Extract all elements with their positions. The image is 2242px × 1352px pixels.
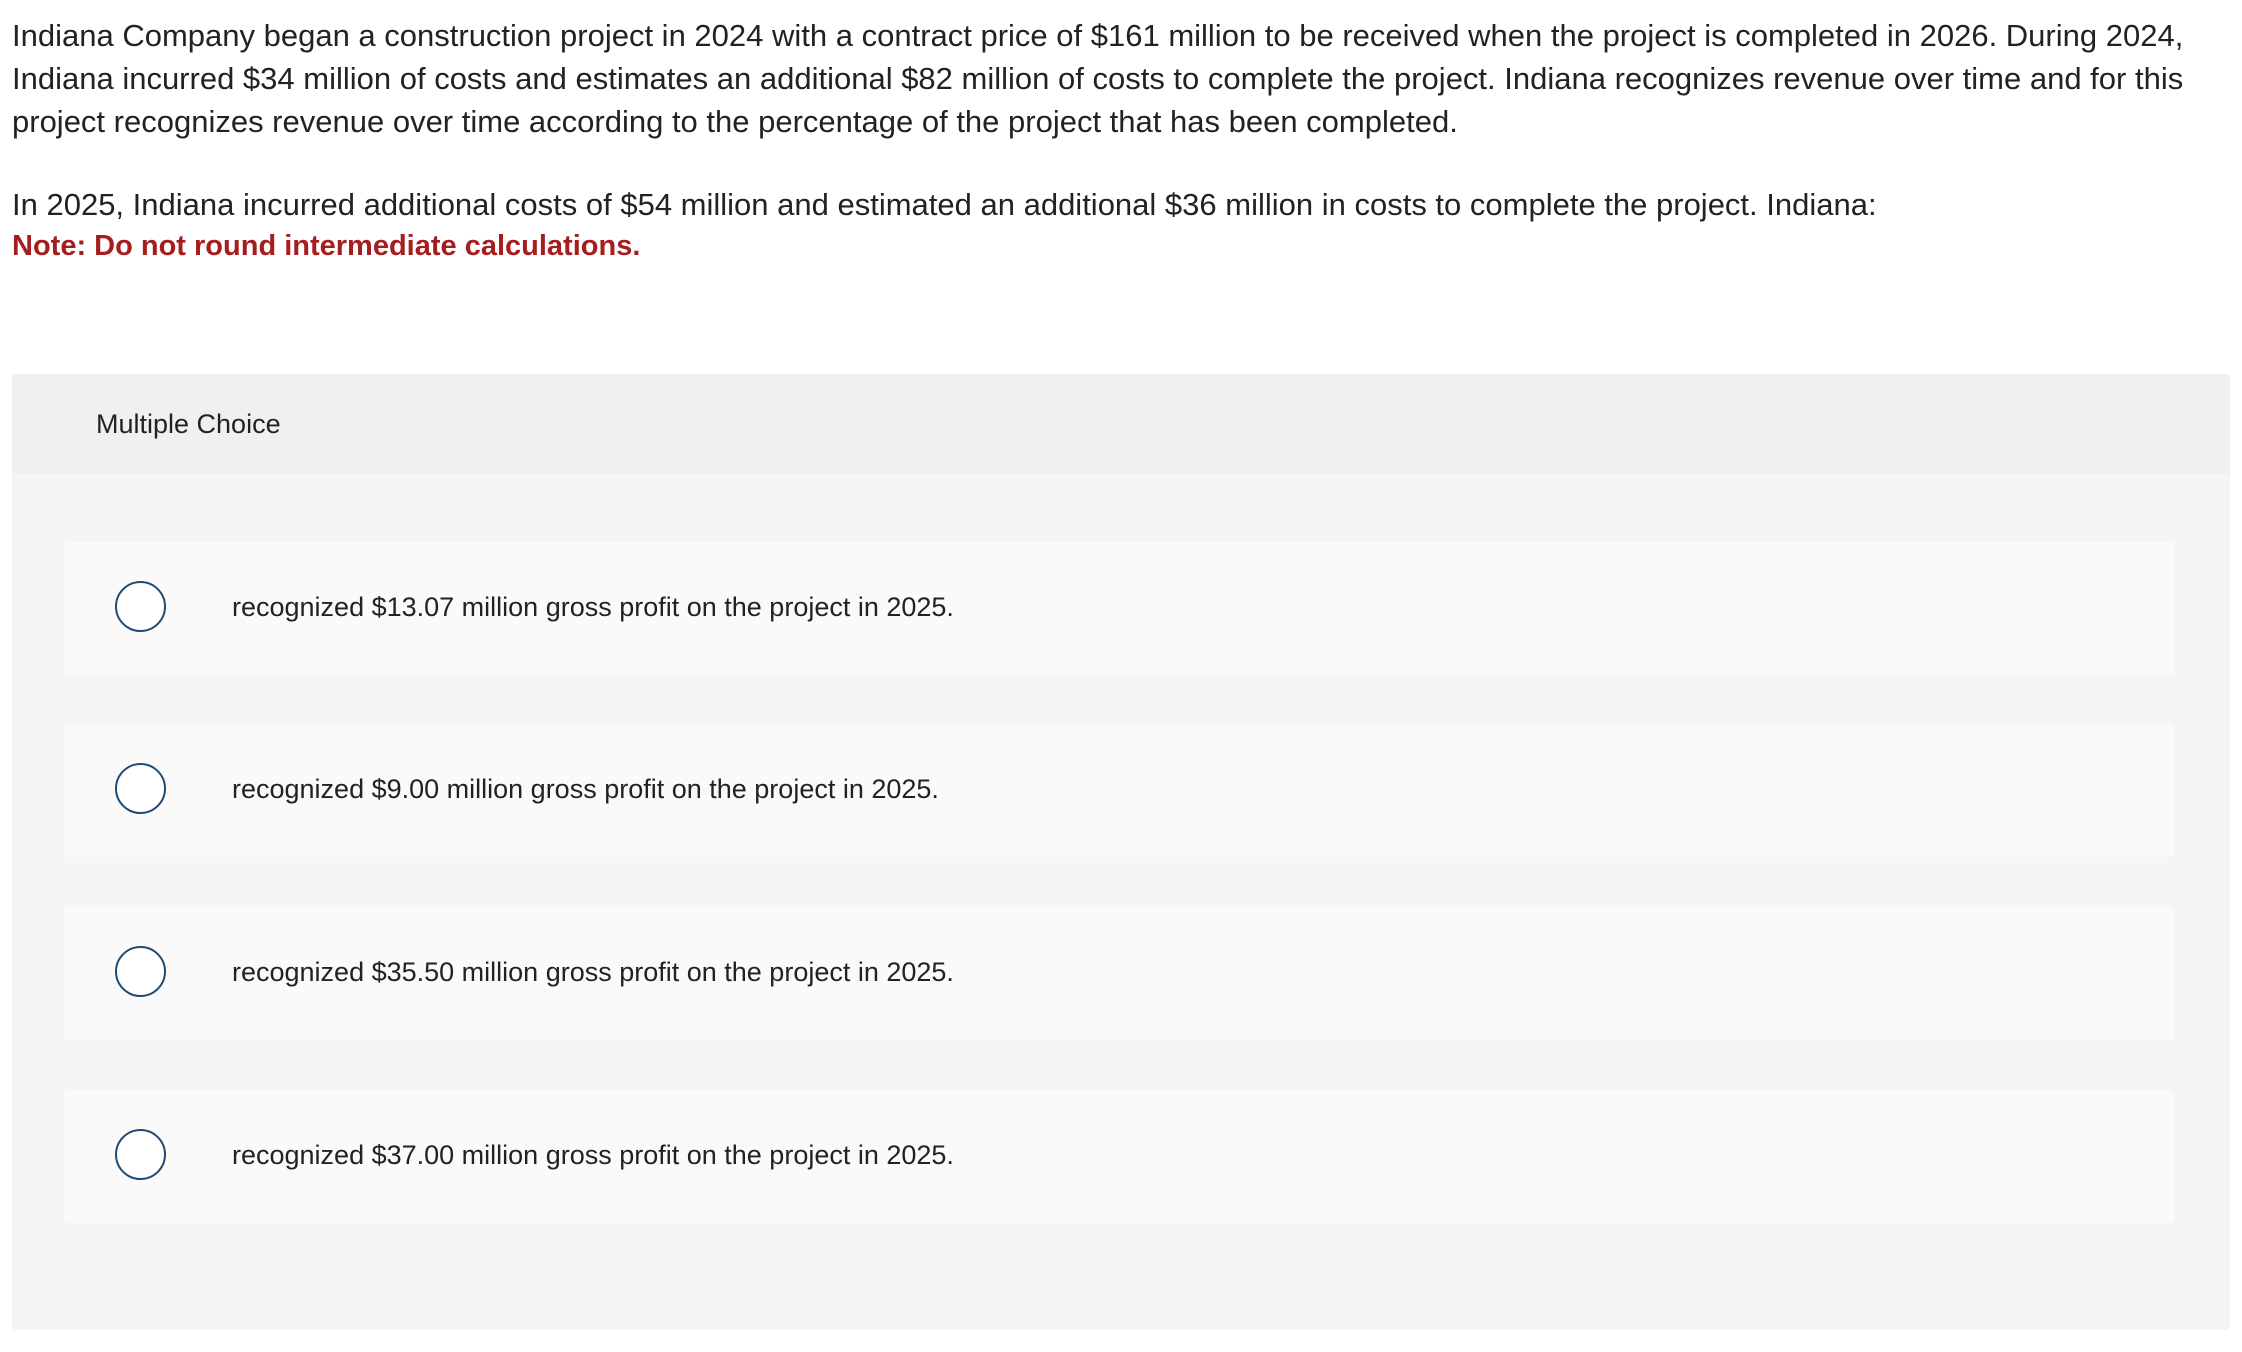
multiple-choice-header — [12, 374, 2230, 474]
radio-button-icon[interactable] — [115, 1129, 166, 1180]
choice-option-2[interactable] — [64, 724, 2174, 857]
choice-label[interactable]: recognized $37.00 million gross profit on the project in 2025. — [232, 1140, 954, 1170]
radio-button-icon[interactable] — [115, 581, 166, 632]
choice-option-3[interactable] — [64, 907, 2174, 1040]
choice-option-4[interactable] — [64, 1090, 2174, 1223]
choice-label[interactable]: recognized $13.07 million gross profit on the project in 2025. — [232, 592, 954, 622]
note-text: Note: Do not round intermediate calculations. — [12, 230, 641, 262]
choice-label[interactable]: recognized $35.50 million gross profit on the project in 2025. — [232, 957, 954, 987]
question-text — [12, 14, 2222, 266]
multiple-choice-title: Multiple Choice — [96, 408, 281, 439]
radio-button-icon[interactable] — [115, 946, 166, 997]
question-paragraph-2: In 2025, Indiana incurred additional costs of $54 million and estimated an additional $36 million in costs to complete the project. Indiana: — [12, 187, 1877, 222]
multiple-choice-panel — [12, 374, 2230, 1330]
radio-button-icon[interactable] — [115, 763, 166, 814]
choice-label[interactable]: recognized $9.00 million gross profit on the project in 2025. — [232, 774, 939, 804]
choice-option-1[interactable] — [64, 542, 2174, 675]
question-paragraph-1: Indiana Company began a construction project in 2024 with a contract price of $161 million to be received when the project is completed in 2026. During 2024, Indiana incurred $34 million of costs and estimates an additional $82 million of costs to complete the project. Indiana recognizes revenue over time and for this project recognizes revenue over time according to the percentage of the project that has been completed. — [12, 18, 2184, 139]
